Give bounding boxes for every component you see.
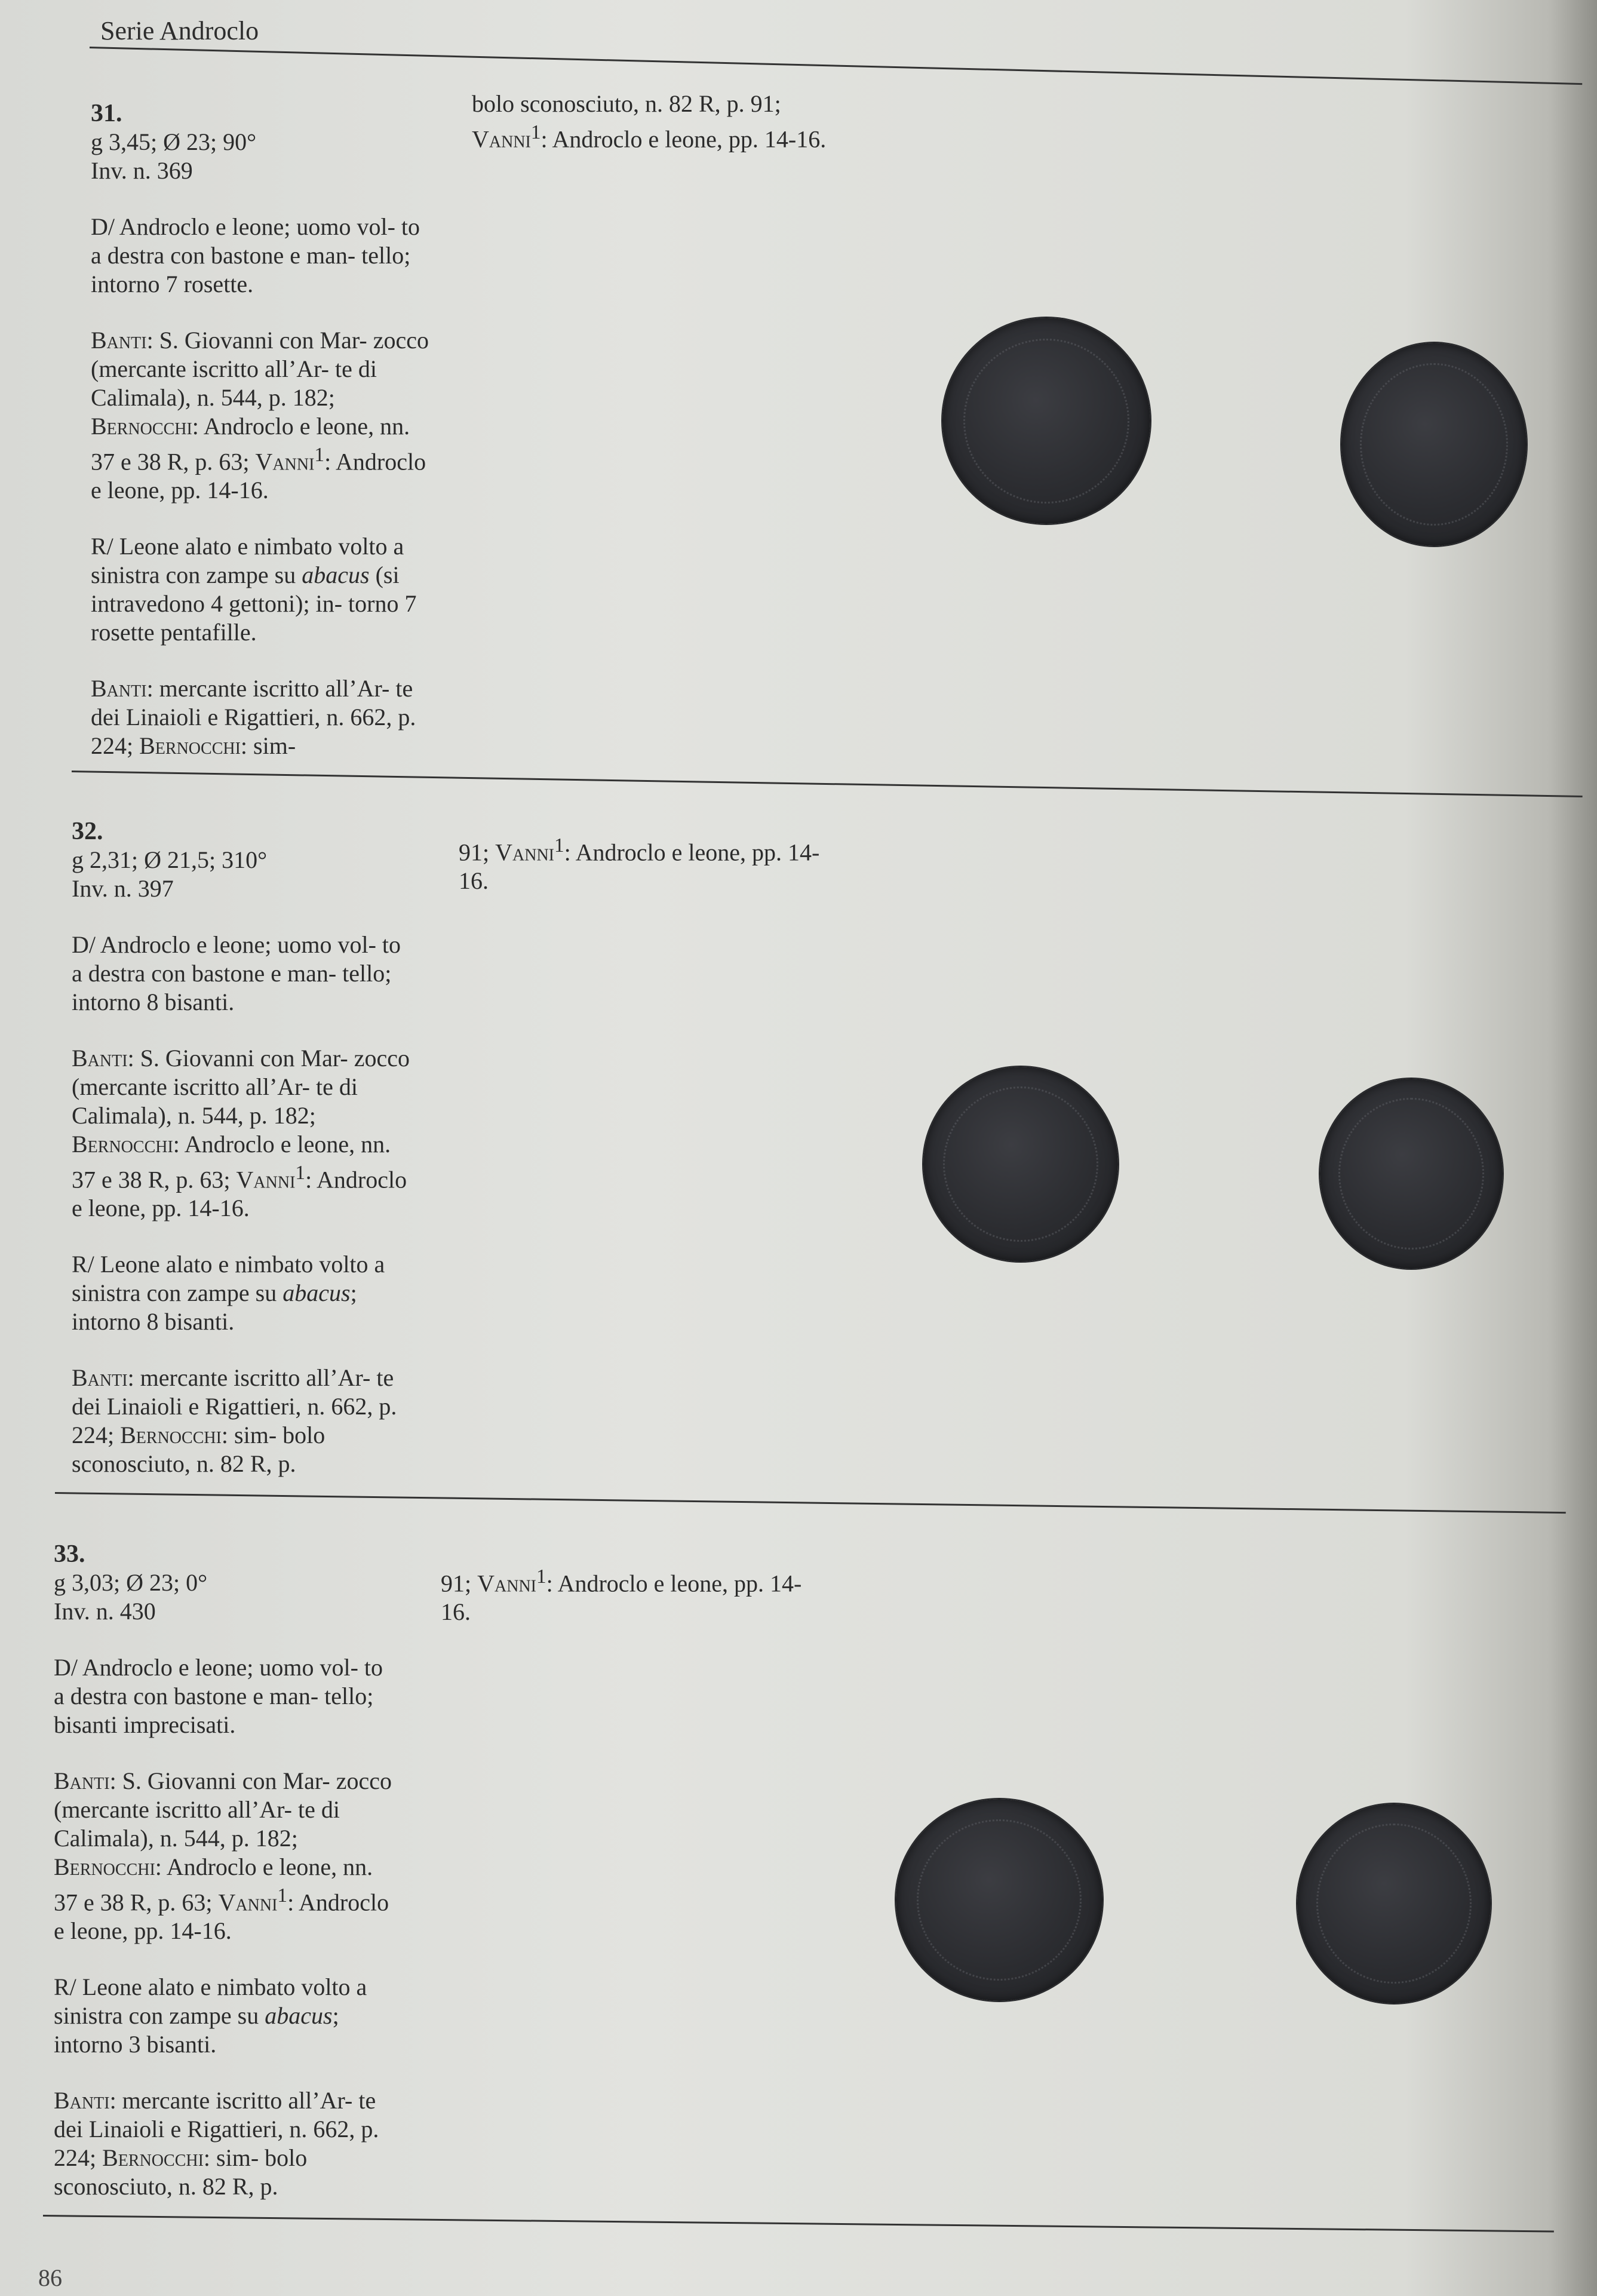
entry-divider-rule [43, 2215, 1554, 2232]
entry-weight: g 3,45; Ø 23; 90° [91, 128, 257, 155]
entry-weight: g 3,03; Ø 23; 0° [54, 1569, 208, 1596]
coin-31-obverse-image [942, 318, 1150, 524]
entry-reverse: R/ Leone alato e nimbato volto a sinistra con zampe su abacus; intorno 3 bisanti. [54, 1973, 367, 2058]
coin-33-reverse-image [1297, 1804, 1491, 2003]
entry-obverse: D/ Androclo e leone; uomo vol- to a destra con bastone e man- tello; bisanti imprecisati. [54, 1654, 383, 1738]
entry-33-continuation: 91; Vanni$^1$: Androclo e leone, pp. 14-16. [441, 1566, 802, 1626]
entry-number: 33. [54, 1540, 85, 1568]
entry-32-continuation: 91; Vanni$^1$: Androclo e leone, pp. 14-16. [459, 834, 820, 895]
entry-32-description [72, 817, 412, 1478]
entry-inventory: Inv. n. 397 [72, 875, 174, 902]
entry-number: 32. [72, 818, 103, 845]
entry-divider-rule [72, 771, 1583, 797]
entry-inventory: Inv. n. 430 [54, 1598, 156, 1625]
entry-reverse-references: Banti: mercante iscritto all’Ar- te dei Linaioli e Rigattieri, n. 662, p. 224; Bernocchi: sim- [91, 675, 416, 760]
running-head: Serie Androclo [100, 16, 259, 45]
entry-number: 31. [91, 100, 122, 127]
entry-obverse-references: Banti: S. Giovanni con Mar- zocco (mercante iscritto all’Ar- te di Calimala), n. 544, p. 182; Bernocchi: Androclo e leone, nn. 37 e 38 R, p. 63; Vanni$^1$: Androclo e leone, pp. 14-16. [72, 1045, 410, 1222]
entry-weight: g 2,31; Ø 21,5; 310° [72, 846, 268, 873]
entry-inventory: Inv. n. 369 [91, 157, 193, 184]
entry-obverse: D/ Androclo e leone; uomo vol- to a destra con bastone e man- tello; intorno 7 rosette. [91, 213, 420, 297]
entry-reverse: R/ Leone alato e nimbato volto a sinistra con zampe su abacus (si intravedono 4 gettoni); in- torno 7 rosette pentafille. [91, 533, 417, 646]
entry-divider-rule [55, 1492, 1566, 1514]
entry-33-description [54, 1540, 394, 2201]
page-number: 86 [38, 2264, 62, 2291]
entry-reverse-references: Banti: mercante iscritto all’Ar- te dei Linaioli e Rigattieri, n. 662, p. 224; Bernocchi: sim- bolo sconosciuto, n. 82 R, p. [72, 1364, 397, 1478]
coin-32-obverse-image [923, 1067, 1118, 1261]
entry-reverse-references: Banti: mercante iscritto all’Ar- te dei Linaioli e Rigattieri, n. 662, p. 224; Bernocchi: sim- bolo sconosciuto, n. 82 R, p. [54, 2087, 379, 2200]
entry-reverse: R/ Leone alato e nimbato volto a sinistra con zampe su abacus; intorno 8 bisanti. [72, 1251, 385, 1336]
entry-31-continuation: bolo sconosciuto, n. 82 R, p. 91; Vanni$^1$: Androclo e leone, pp. 14-16. [472, 90, 827, 153]
coin-33-obverse-image [896, 1799, 1102, 2001]
coin-31-reverse-image [1341, 343, 1527, 546]
header-rule [90, 47, 1582, 85]
coin-32-reverse-image [1320, 1079, 1503, 1269]
entry-obverse-references: Banti: S. Giovanni con Mar- zocco (mercante iscritto all’Ar- te di Calimala), n. 544, p. 182; Bernocchi: Androclo e leone, nn. 37 e 38 R, p. 63; Vanni$^1$: Androclo e leone, pp. 14-16. [91, 327, 429, 504]
entry-31-description [91, 99, 431, 760]
entry-obverse: D/ Androclo e leone; uomo vol- to a destra con bastone e man- tello; intorno 8 bisanti. [72, 931, 401, 1015]
entry-obverse-references: Banti: S. Giovanni con Mar- zocco (mercante iscritto all’Ar- te di Calimala), n. 544, p. 182; Bernocchi: Androclo e leone, nn. 37 e 38 R, p. 63; Vanni$^1$: Androclo e leone, pp. 14-16. [54, 1767, 392, 1945]
